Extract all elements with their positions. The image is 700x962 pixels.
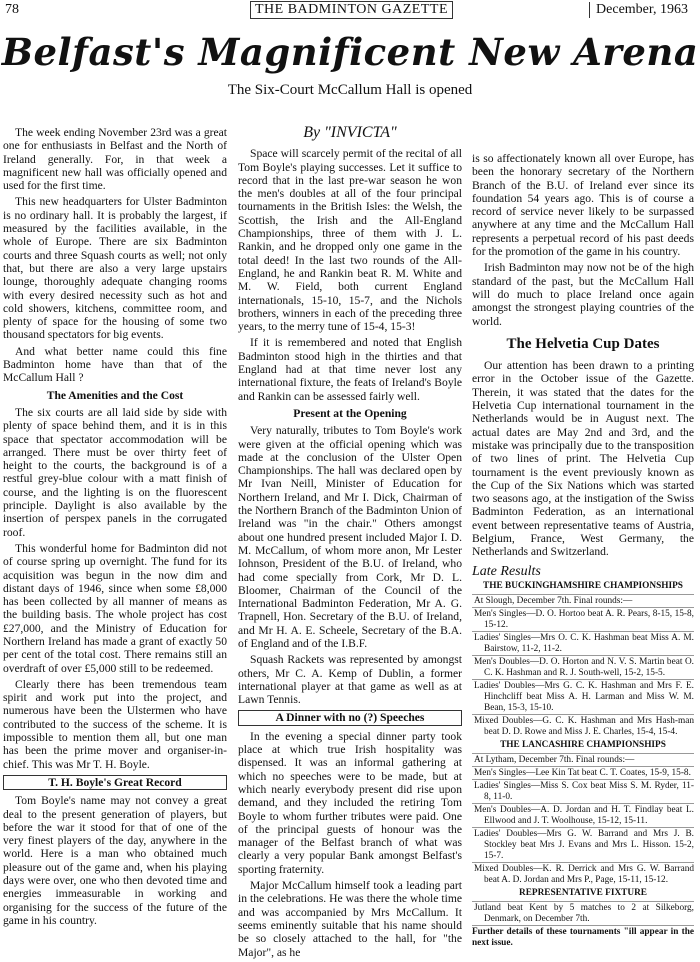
column-3 [472,152,694,949]
column-1 [3,126,227,930]
result-note: Further details of these tournaments "ill appear in the next issue. [472,926,694,948]
paragraph: Very naturally, tributes to Tom Boyle's work were given at the official opening which was made at the conclusion of the Ulster Open Championships. The hall was declared open by Mr Ivan Neill, Minister of Education for Northern Ireland, and Mr I. Dick, Chairman of the Northern Branch of the Badminton Union of Ireland was "in the chair." Others amongst about one hundred present included Major I. D. M. McCallum, of whom more anon, Mr Lester Iohnson, President of the B.U. of Ireland, who had come specially from Cork, Mr D. L. Bloomer, Chairman of the Council of the International Badminton Federation, Mr A. G. Trapnell, Hon. Secretary of the B.U. of Ireland, and Mr H. A. E. Scheele, Secretary of the B.A. of England and of the I.B.F. [238,424,462,650]
section-heading: A Dinner with no (?) Speeches [238,710,462,725]
result-line: At Lytham, December 7th. Final rounds:— [472,753,694,766]
paragraph: is so affectionately known all over Europe, has been the honorary secretary of the Northern Branch of the B.U. of Ireland ever since its foundation 54 years ago. This is of course a record of service never likely to be surpassed anywhere at any time and the McCallum Hall represents a perpetual record of his past deeds for the promotion of the game in his country. [472,152,694,259]
result-line: Men's Doubles—A. D. Jordan and H. T. Findlay beat L. Ellwood and J. T. Woolhouse, 15-12, 15-11. [474,804,694,826]
result-line: Ladies' Doubles—Mrs G. W. Barrand and Mrs J. B. Stockley beat Mrs J. Evans and Mrs L. Hisson. 15-2, 15-7. [474,828,694,861]
result-line: Ladies' Singles—Miss S. Cox beat Miss S. M. Ryder, 11-8, 11-0. [474,780,694,802]
page-header [0,0,700,20]
byline: By "INVICTA" [303,124,397,141]
results-heading: REPRESENTATIVE FIXTURE [518,887,648,898]
results-heading: THE BUCKINGHAMSHIRE CHAMPIONSHIPS [483,580,683,591]
column-2 [238,126,462,962]
result-line: Mixed Doubles—G. C. K. Hashman and Mrs Hash-man beat D. D. Rowe and Miss J. E. Charles, 15-4, 15-4. [474,715,694,737]
result-line: Ladies' Singles—Mrs O. C. K. Hashman beat Miss A. M. Bairstow, 11-2, 11-2. [474,632,694,654]
result-line: Ladies' Doubles—Mrs G. C. K. Hashman and Mrs F. E. Hinchcliff beat Miss A. H. Larman and Miss W. M. Bean, 15-3, 15-10. [474,680,694,713]
result-line: Men's Doubles—D. O. Horton and N. V. S. Martin beat O. C. K. Hashman and R. J. South-well, 15-2, 15-5. [474,656,694,678]
paragraph: Space will scarcely permit of the recital of all Tom Boyle's playing successes. Let it suffice to record that in the last pre-war season he won the men's doubles at all of the four principal tournaments in the British Isles: the Welsh, the Scottish, the Irish and the All-England Championships, three of them with J. L. Rankin, and he dropped only one game in the total deed! In the last two rounds of the All-England, he and Rankin beat R. M. White and M. W. Field, both current England internationals, 15-10, 15-7, and the Nichols brothers, winners in each of the preceding three years, to the merry tune of 15-4, 15-3! [238,147,462,334]
section-heading: Late Results [472,563,541,579]
section-heading: Present at the Opening [293,406,407,420]
result-line: Men's Singles—D. O. Hortoo beat A. R. Pears, 8-15, 15-8, 15-12. [474,608,694,630]
paragraph: And what better name could this fine Badminton home have than that of the McCallum Hall ? [3,344,227,385]
page-number: 78 [5,2,19,17]
result-line: At Slough, December 7th. Final rounds:— [472,594,694,607]
paragraph: In the evening a special dinner party took place at which true Irish hospitality was dispensed. It was an informal gathering at which no speeches were to be made, but at which nearly everybody present did rise upon demand, and they included the retiring Tom Boyle to whom further tributes were paid. One of the principal guests of honour was the manager of the Belfast branch of what was clearly a very popular Bank amongst Belfast's sporting fraternity. [238,729,462,876]
result-line: Mixed Doubles—K. R. Derrick and Mrs G. W. Barrand beat A. D. Jordan and Mrs P., Page, 15-11, 15-12. [474,863,694,885]
headline: Belfast's Magnificent New Arena [1,30,699,74]
section-heading: T. H. Boyle's Great Record [3,775,227,790]
paragraph: This wonderful home for Badminton did not of course spring up overnight. The fund for its acquisition was begun in the now dim and distant days of 1946, since when some £8,000 has been collected by all manner of means as the building basis. The whole project has cost £27,000, and the Ministry of Education for Northern Ireland has made a grant of exactly 50 per cent of the total cost. There remains still an overdraft of over £5,000 still to be redeemed. [3,541,227,675]
paragraph: This new headquarters for Ulster Badminton is no ordinary hall. It is probably the largest, if measured by the facilities available, in the whole of Europe. There are six Badminton courts and three Squash courts as well; not only that, but there are also a very large upstairs lounge, thoroughly adequate changing rooms with every desired necessity such as hot and cold showers, kitchens, committee room, and plenty of space for the housing of some two thousand spectators for big events. [3,195,227,342]
paragraph: Squash Rackets was represented by amongst others, Mr C. A. Kemp of Dublin, a former international player at that game as well as at Lawn Tennis. [238,653,462,707]
results-heading: THE LANCASHIRE CHAMPIONSHIPS [500,739,666,750]
paragraph: The six courts are all laid side by side with plenty of space behind them, and it is in this space that spectator accommodation will be arranged. There must be over thirty feet of height to the courts, the background is of a restful grey-blue colour with a matt finish of course, and the lighting is on the fluorescent principle. Daylight is also available by the insertion of perspex panels in the corrugated roof. [3,405,227,539]
result-line: Men's Singles—Lee Kin Tat beat C. T. Coates, 15-9, 15-8. [472,766,694,779]
paragraph: Irish Badminton may now not be of the high standard of the past, but the McCallum Hall will do much to place Ireland once again amongst the strongest playing countries of the world. [472,261,694,328]
subheadline: The Six-Court McCallum Hall is opened [227,82,473,98]
paragraph: Tom Boyle's name may not convey a great deal to the present generation of players, but before the war it stood for that of one of the very finest players of the day, anywhere in the world. Here is a man who obtained much pleasure out of the game and, when his playing days were over, one who then devoted time and energies immeasurable in working and organising for the success of the future of the game in his country. [3,794,227,927]
paragraph: If it is remembered and noted that English Badminton stood high in the thirties and that England had at that time never lost any international fixture, the feats of Ireland's Boyle and Rankin can be assessed fairly well. [238,336,462,403]
section-heading: The Amenities and the Cost [46,388,184,402]
paragraph: Our attention has been drawn to a printing error in the October issue of the Gazette. Therein, it was stated that the dates for the Helvetia Cup international tournament in the Netherlands would be in August next. The actual dates are May 2nd and 3rd, and the mistake was principally due to the transposition of two lines of print. The Helvetia Cup tournament is the event previously known as the Cup of the Six Nations which was started two seasons ago, at the instigation of the Swiss Badminton Federation, as an international event between representative teams of Austria, Belgium, France, West Germany, the Netherlands and Switzerland. [472,359,694,559]
paragraph: Clearly there has been tremendous team spirit and work put into the project, and numerous have been the Ulstermen who have contributed to the success of the scheme. It is impossible to mention them all, but one man has been the prime mover and organiser-in-chief. This was Mr T. H. Boyle. [3,677,227,771]
results-list [472,581,694,949]
section-heading: The Helvetia Cup Dates [506,335,660,352]
result-line: Jutland beat Kent by 5 matches to 2 at Silkeborg, Denmark, on December 7th. [474,902,694,924]
issue-date: December, 1963 [589,2,688,18]
publication-name: THE BADMINTON GAZETTE [250,1,453,19]
paragraph: Major McCallum himself took a leading part in the celebrations. He was there the whole time and was accompanied by Mrs McCallum. It seems eminently suitable that his name should be so closely attached to the hall, for "the Major", as he [238,879,462,959]
paragraph: The week ending November 23rd was a great one for enthusiasts in Belfast and the North of Ireland generally. For, in that week a magnificent new hall was officially opened and used for the first time. [3,126,227,193]
